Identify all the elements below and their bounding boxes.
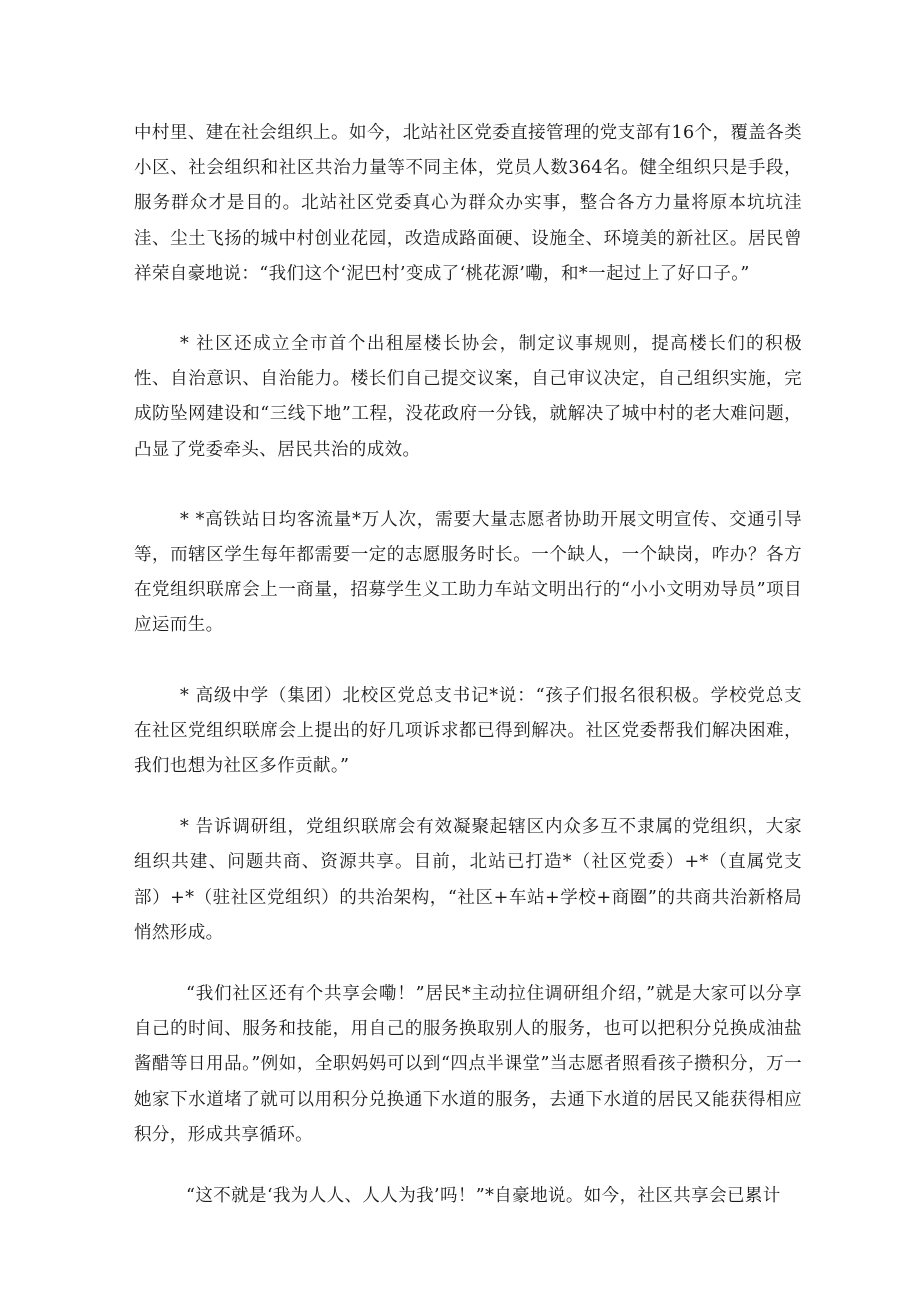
paragraph-7: “这不就是‘我为人人、人人为我’吗！”*自豪地说。如今，社区共享会已累计: [186, 1186, 781, 1207]
paragraph-2: * 社区还成立全市首个出租屋楼长协会，制定议事规则，提高楼长们的积极性、自治意识、自治能力。楼长们自己提交议案，自己审议决定，自己组织实施，完成防坠网建设和“三线下地”工程，没花政府一分钱，就解决了城中村的老大难问题，凸显了党委牵头、居民共治的成效。: [134, 334, 802, 460]
paragraph-6: “我们社区还有个共享会嘞！”居民*主动拉住调研组介绍，”就是大家可以分享自己的时间、服务和技能，用自己的服务换取别人的服务，也可以把积分兑换成油盐酱醋等日用品。”例如，全职妈妈可以到“四点半课堂”当志愿者照看孩子攒积分，万一她家下水道堵了就可以用积分兑换通下水道的服务，去通下水道的居民又能获得相应积分，形成共享循环。: [134, 984, 802, 1145]
paragraph-5: * 告诉调研组，党组织联席会有效凝聚起辖区内众多互不隶属的党组织，大家组织共建、问题共商、资源共享。目前，北站已打造*（社区党委）+*（直属党支部）+*（驻社区党组织）的共治架构，“社区+车站+学校+商圈”的共商共治新格局悄然形成。: [134, 817, 802, 943]
paragraph-1: 中村里、建在社会组织上。如今，北站社区党委直接管理的党支部有16个，覆盖各类小区、社会组织和社区共治力量等不同主体，党员人数364名。健全组织只是手段，服务群众才是目的。北站社区党委真心为群众办实事，整合各方力量将原本坑坑洼洼、尘土飞扬的城中村创业花园，改造成路面硬、设施全、环境美的新社区。居民曾祥荣自豪地说：“我们这个‘泥巴村’变成了‘桃花源’嘞，和*一起过上了好口子。”: [134, 123, 802, 284]
paragraph-4: * 高级中学（集团）北校区党总支书记*说：“孩子们报名很积极。学校党总支在社区党组织联席会上提出的好几项诉求都已得到解决。社区党委帮我们解决困难，我们也想为社区多作贡献。”: [134, 685, 802, 777]
document-body: [134, 116, 802, 1214]
paragraph-3: * *高铁站日均客流量*万人次，需要大量志愿者协助开展文明宣传、交通引导等，而辖区学生每年都需要一定的志愿服务时长。一个缺人，一个缺岗，咋办？各方在党组织联席会上一商量，招募学生义工助力车站文明出行的“小小文明劝导员”项目应运而生。: [134, 509, 802, 636]
